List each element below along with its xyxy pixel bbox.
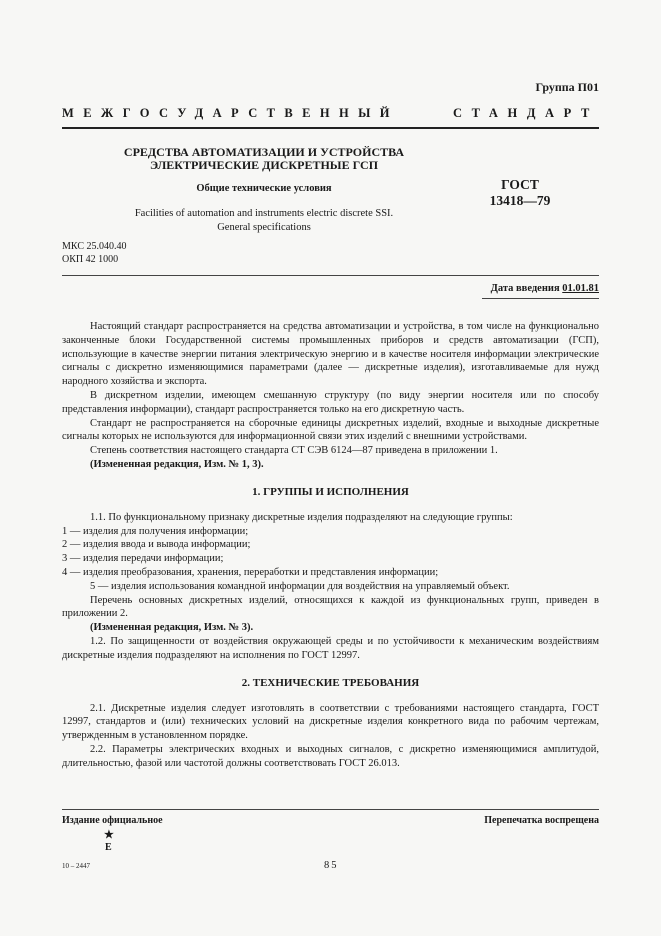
section-1-heading: 1. ГРУППЫ И ИСПОЛНЕНИЯ [252, 485, 409, 498]
document-title [104, 146, 424, 172]
classification-codes [62, 240, 126, 266]
group-code: Группа П01 [535, 80, 599, 94]
mks-code: МКС 25.040.40 [62, 241, 127, 252]
group-item-2: 2 — изделия ввода и вывода информации; [62, 539, 251, 551]
document-body [62, 320, 599, 771]
gost-number: 13418—79 [489, 193, 551, 208]
banner-standard: СТАНДАРТ [452, 106, 599, 120]
title-line-1: СРЕДСТВА АВТОМАТИЗАЦИИ И УСТРОЙСТВА [123, 145, 405, 159]
amendment-note-2: (Измененная редакция, Изм. № 3). [90, 622, 254, 634]
section-1-paragraph-2: Перечень основных дискретных изделий, относящихся к каждой из функциональных групп, приведен в приложении 2. [62, 594, 599, 620]
page-number: 85 [324, 860, 339, 871]
official-edition: Издание официальное [62, 815, 163, 826]
english-title-line-2: General specifications [217, 222, 311, 233]
english-title-line-1: Facilities of automation and instruments electric discrete SSI. [134, 208, 394, 219]
intro-paragraph-2: В дискретном изделии, имеющем смешанную структуру (по виду энергии носителя или по способу представления информации), стандарт распространяется только на его дискретную часть. [62, 389, 599, 415]
print-code: 10 – 2447 [62, 862, 90, 870]
date-rule [482, 298, 599, 299]
banner-interstate: МЕЖГОСУДАРСТВЕННЫЙ [62, 106, 399, 120]
introduction-date [491, 283, 599, 294]
group-item-3: 3 — изделия передачи информации; [62, 553, 224, 565]
okp-code: ОКП 42 1000 [62, 254, 119, 265]
english-title [104, 207, 424, 235]
edition-letter: E [105, 842, 112, 853]
bottom-rule [62, 809, 599, 810]
section-2-paragraph-2: 2.2. Параметры электрических входных и выходных сигналов, с дискретно изменяющимися амплитудой, длительностью, фазой или частотой должны соответствовать ГОСТ 26.013. [62, 743, 599, 769]
section-1-paragraph-1: 1.1. По функциональному признаку дискретные изделия подразделяют на следующие группы: [90, 511, 513, 523]
intro-date-value: 01.01.81 [562, 283, 599, 294]
intro-paragraph-4: Степень соответствия настоящего стандарта СТ СЭВ 6124—87 приведена в приложении 1. [90, 445, 498, 457]
top-rule [62, 127, 599, 129]
section-2-heading: 2. ТЕХНИЧЕСКИЕ ТРЕБОВАНИЯ [241, 676, 420, 689]
document-subtitle: Общие технические условия [196, 183, 332, 194]
group-item-5: 5 — изделия использования командной информации для воздействия на управляемый объект. [90, 580, 510, 592]
group-item-1: 1 — изделия для получения информации; [62, 525, 249, 537]
star-icon: ★ [104, 829, 114, 841]
title-line-2: ЭЛЕКТРИЧЕСКИЕ ДИСКРЕТНЫЕ ГСП [149, 158, 379, 172]
group-item-4: 4 — изделия преобразования, хранения, переработки и представления информации; [62, 566, 439, 578]
middle-rule [62, 275, 599, 276]
gost-designation [488, 177, 552, 209]
section-2-paragraph-1: 2.1. Дискретные изделия следует изготовлять в соответствии с требованиями настоящего стандарта, ГОСТ 12997, стандартов и (или) технических условий на дискретные изделия конкретного вида по рабочим чертежам, утвержденным в установленном порядке. [62, 702, 599, 742]
amendment-note-1: (Измененная редакция, Изм. № 1, 3). [90, 458, 264, 470]
reprint-prohibited: Перепечатка воспрещена [484, 815, 599, 826]
gost-label: ГОСТ [501, 177, 539, 192]
intro-paragraph-3: Стандарт не распространяется на сборочные единицы дискретных изделий, входные и выходные дискретные сигналы которых не используются для информационной связи этих изделий с внешними устройствами. [62, 417, 599, 443]
section-1-paragraph-3: 1.2. По защищенности от воздействия окружающей среды и по устойчивости к механическим воздействиям дискретные изделия подразделяют на исполнения по ГОСТ 12997. [62, 635, 599, 661]
intro-paragraph-1: Настоящий стандарт распространяется на средства автоматизации и устройства, в том числе на функционально законченные блоки Государственной системы промышленных приборов и средств автоматизации (ГСП), использующие в качестве энергии питания электрическую энергию и в качестве носителя информации электрические сигналы с дискретно изменяющимися параметрами (далее — дискретные изделия), изготавливаемые для нужд народного хозяйства и экспорта. [62, 321, 599, 388]
intro-date-label: Дата введения [490, 283, 560, 294]
